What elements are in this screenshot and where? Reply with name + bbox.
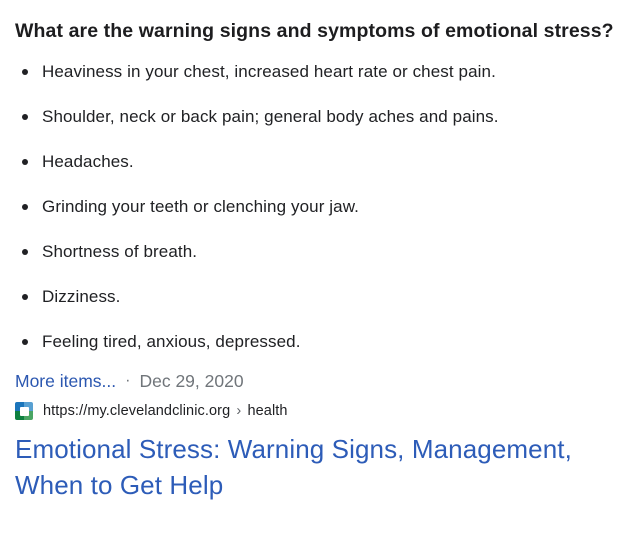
list-item: Heaviness in your chest, increased heart rate or chest pain. xyxy=(15,49,624,94)
list-item: Shortness of breath. xyxy=(15,229,624,274)
source-url-row xyxy=(15,400,624,422)
favicon-quadrant xyxy=(15,411,24,420)
list-item: Feeling tired, anxious, depressed. xyxy=(15,319,624,364)
dot-separator: · xyxy=(125,372,131,389)
source-url[interactable] xyxy=(43,403,288,419)
cleveland-clinic-favicon xyxy=(15,402,33,420)
symptom-list xyxy=(15,49,624,364)
list-item: Grinding your teeth or clenching your jaw. xyxy=(15,184,624,229)
breadcrumb: health xyxy=(247,403,288,419)
favicon-quadrant xyxy=(24,411,33,420)
question-heading: What are the warning signs and symptoms of emotional stress? xyxy=(15,20,614,42)
list-item: Headaches. xyxy=(15,139,624,184)
result-title-link[interactable]: Emotional Stress: Warning Signs, Management, When to Get Help xyxy=(15,434,572,500)
list-item: Dizziness. xyxy=(15,274,624,319)
source-url-domain: https://my.clevelandclinic.org xyxy=(43,403,231,419)
more-items-link[interactable]: More items... xyxy=(15,371,117,391)
favicon-quadrant xyxy=(24,402,33,411)
more-items-row xyxy=(15,369,624,393)
favicon-quadrant xyxy=(15,402,24,411)
result-date: Dec 29, 2020 xyxy=(139,371,244,391)
list-item: Shoulder, neck or back pain; general body aches and pains. xyxy=(15,94,624,139)
breadcrumb-separator: › xyxy=(232,403,246,419)
